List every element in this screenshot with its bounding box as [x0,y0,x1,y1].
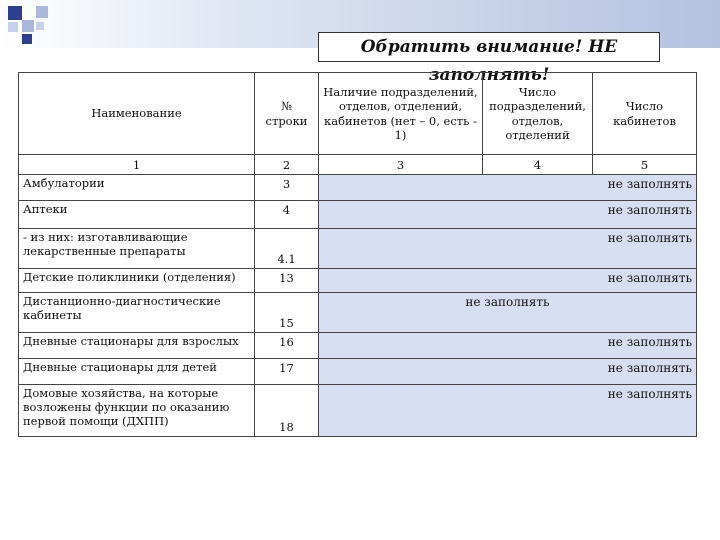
do-not-fill-note: не заполнять [319,229,697,269]
square-decoration [22,34,32,44]
do-not-fill-note: не заполнять [319,385,697,437]
header-units: Число подразделений, отделов, отделений [483,73,593,155]
column-index: 3 [319,155,483,175]
header-rooms: Число кабинетов [593,73,697,155]
row-name: Амбулатории [19,175,255,201]
table-row [19,229,697,269]
table-row [19,175,697,201]
row-number: 13 [255,269,319,293]
square-decoration [36,6,48,18]
square-decoration [8,6,22,20]
row-name: Дневные стационары для взрослых [19,333,255,359]
row-number: 3 [255,175,319,201]
do-not-fill-note: не заполнять [319,293,697,333]
notice-banner: Обратить внимание! НЕ заполнять! [318,32,660,62]
do-not-fill-note: не заполнять [319,269,697,293]
table-row [19,293,697,333]
header-row [19,73,697,155]
row-name: Дневные стационары для детей [19,359,255,385]
square-decoration [36,22,44,30]
row-number: 16 [255,333,319,359]
row-number: 4.1 [255,229,319,269]
row-name: Дистанционно-диагностические кабинеты [19,293,255,333]
header-presence: Наличие подразделений, отделов, отделений, кабинетов (нет – 0, есть - 1) [319,73,483,155]
do-not-fill-note: не заполнять [319,175,697,201]
column-index-row [19,155,697,175]
report-table [18,72,697,437]
column-index: 5 [593,155,697,175]
row-name: Аптеки [19,201,255,229]
table-row [19,269,697,293]
do-not-fill-note: не заполнять [319,333,697,359]
do-not-fill-note: не заполнять [319,201,697,229]
do-not-fill-note: не заполнять [319,359,697,385]
row-name: - из них: изготавливающие лекарственные препараты [19,229,255,269]
row-number: 15 [255,293,319,333]
header-name: Наименование [19,73,255,155]
table-row [19,385,697,437]
column-index: 4 [483,155,593,175]
row-number: 4 [255,201,319,229]
table-row [19,333,697,359]
row-number: 18 [255,385,319,437]
row-number: 17 [255,359,319,385]
table-row [19,201,697,229]
header-row-number: № строки [255,73,319,155]
row-name: Детские поликлиники (отделения) [19,269,255,293]
row-name: Домовые хозяйства, на которые возложены функции по оказанию первой помощи (ДХПП) [19,385,255,437]
table-row [19,359,697,385]
square-decoration [22,20,34,32]
square-decoration [8,22,18,32]
column-index: 2 [255,155,319,175]
column-index: 1 [19,155,255,175]
